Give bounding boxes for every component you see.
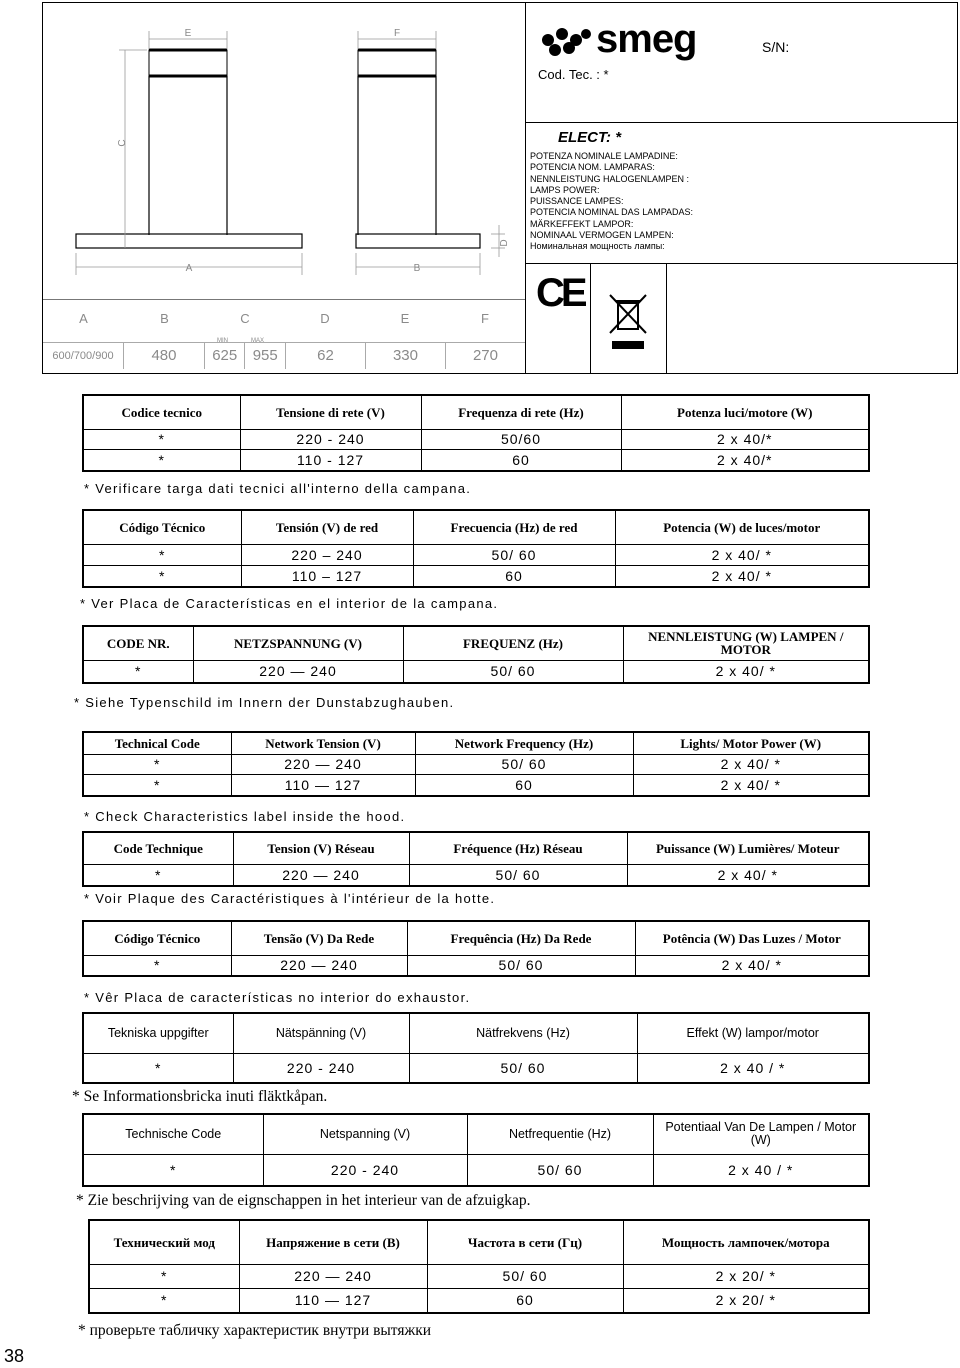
table-cell: * (83, 1053, 233, 1083)
smeg-dots-icon (540, 26, 594, 56)
table-header-cell: Мощность лампочек/мотора (623, 1220, 869, 1264)
lamp-power-label: POTENCIA NOMINAL DAS LAMPADAS: (530, 207, 694, 218)
lamp-power-label: NOMINAAL VERMOGEN LAMPEN: (530, 230, 674, 241)
table-header-cell: NETZSPANNUNG (V) (193, 626, 403, 660)
table-cell: * (83, 775, 231, 796)
spec-table-ru (88, 1219, 870, 1314)
dimension-header-row (43, 308, 525, 344)
table-cell: 110 - 127 (240, 450, 421, 471)
note-de: * Siehe Typenschild im Innern der Dunstabzughauben. (74, 695, 455, 710)
dim-label-d: D (499, 239, 510, 247)
max-label: MAX (251, 338, 265, 344)
table-cell: 220 — 240 (231, 754, 415, 775)
plate-divider (526, 122, 957, 123)
table-cell: 50/ 60 (409, 1053, 637, 1083)
brand-name: smeg (596, 17, 697, 61)
min-label: MIN (217, 338, 228, 344)
table-cell: 2 x 40 / * (637, 1053, 869, 1083)
dim-value-c-max: 955 (244, 343, 285, 369)
table-header-cell: Código Técnico (83, 921, 231, 955)
table-cell: 220 — 240 (193, 660, 403, 683)
plate-divider (590, 263, 591, 373)
table-header-row (83, 921, 869, 955)
spec-table-nl (82, 1113, 870, 1187)
table-header-cell: FREQUENZ (Hz) (403, 626, 623, 660)
dimension-table (43, 299, 525, 374)
note-en: * Check Characteristics label inside the hood. (84, 809, 406, 824)
table-header-cell: Технический мод (89, 1220, 239, 1264)
table-cell: * (89, 1264, 239, 1288)
table-header-cell: Potência (W) Das Luzes / Motor (635, 921, 869, 955)
table-header-cell: NENNLEISTUNG (W) LAMPEN / MOTOR (623, 626, 869, 660)
table-cell: 2 x 40/* (621, 429, 869, 450)
table-row (89, 1288, 869, 1313)
table-cell: 2 x 40/ * (615, 565, 869, 587)
rating-plate (526, 2, 958, 374)
hood-drawing (43, 3, 527, 299)
dim-header-a: A (79, 311, 88, 326)
table-header-cell: Código Técnico (83, 510, 241, 544)
spec-table-en (82, 731, 870, 797)
table-header-cell: Tensione di rete (V) (240, 395, 421, 429)
lamp-power-label: POTENCIA NOM. LAMPARAS: (530, 162, 655, 173)
note-it: * Verificare targa dati tecnici all'interno della campana. (84, 481, 472, 496)
table-cell: * (83, 544, 241, 565)
table-cell: 220 - 240 (240, 429, 421, 450)
spec-table-pt (82, 920, 870, 977)
table-header-cell: Codice tecnico (83, 395, 240, 429)
table-cell: 2 x 40/ * (633, 754, 869, 775)
table-header-cell: Tensión (V) de red (241, 510, 413, 544)
dim-value-e: 330 (365, 343, 445, 369)
lamp-power-label: MÄRKEFFEKT LAMPOR: (530, 218, 634, 229)
table-cell: 2 x 40 / * (653, 1154, 869, 1186)
table-cell: 50/60 (421, 429, 621, 450)
note-fr: * Voir Plaque des Caractéristiques à l'intérieur de la hotte. (84, 891, 496, 906)
table-cell: * (83, 955, 231, 976)
table-cell: * (83, 1154, 263, 1186)
table-header-cell: Technische Code (83, 1114, 263, 1154)
dim-header-f: F (481, 311, 489, 326)
table-header-cell: Nätspänning (V) (233, 1013, 409, 1053)
table-header-cell: Tension (V) Réseau (233, 832, 409, 864)
dimension-value-row (43, 342, 525, 369)
table-header-cell: Frequência (Hz) Da Rede (407, 921, 635, 955)
lamp-power-label: NENNLEISTUNG HALOGENLAMPEN : (530, 173, 690, 184)
table-row (83, 544, 869, 565)
lamp-power-label: LAMPS POWER: (530, 184, 600, 195)
table-header-cell: Potencia (W) de luces/motor (615, 510, 869, 544)
table-header-row (83, 1013, 869, 1053)
table-cell: * (89, 1288, 239, 1313)
table-header-cell: Fréquence (Hz) Réseau (409, 832, 627, 864)
note-ru: * проверьте табличку характеристик внутри вытяжки (78, 1322, 432, 1339)
note-sv: * Se Informationsbricka inuti fläktkåpan. (72, 1088, 328, 1105)
table-header-cell: Technical Code (83, 732, 231, 754)
table-header-cell: Potentiaal Van De Lampen / Motor (W) (653, 1114, 869, 1154)
dimension-drawing (42, 2, 526, 374)
table-cell: 60 (421, 450, 621, 471)
table-cell: 50/ 60 (403, 660, 623, 683)
table-row (83, 450, 869, 471)
table-cell: 110 — 127 (231, 775, 415, 796)
table-cell: 220 – 240 (241, 544, 413, 565)
table-header-row (83, 395, 869, 429)
table-row (83, 955, 869, 976)
table-cell: 60 (413, 565, 615, 587)
table-cell: 50/ 60 (427, 1264, 623, 1288)
dim-value-b: 480 (123, 343, 204, 369)
table-header-cell: Напряжение в сети (В) (239, 1220, 427, 1264)
table-header-row (83, 1114, 869, 1154)
dim-value-d: 62 (285, 343, 365, 369)
cod-tec-label: Cod. Tec. : * (538, 67, 609, 82)
table-cell: 2 x 40/ * (635, 955, 869, 976)
dim-label-f: F (393, 28, 401, 39)
page-number: 38 (4, 1346, 25, 1366)
dim-value-f: 270 (445, 343, 525, 369)
table-cell: 2 x 40/ * (615, 544, 869, 565)
table-cell: * (83, 754, 231, 775)
dim-label-b: B (413, 263, 421, 274)
table-row (83, 1154, 869, 1186)
table-header-cell: CODE NR. (83, 626, 193, 660)
table-header-cell: Puissance (W) Lumières/ Moteur (627, 832, 869, 864)
lamp-power-label: PUISSANCE LAMPES: (530, 196, 624, 207)
dim-label-c: C (117, 139, 128, 147)
weee-bin-icon (608, 293, 648, 353)
dim-value-c-min: 625 (204, 343, 245, 369)
table-row (89, 1264, 869, 1288)
table-cell: 2 x 40/ * (633, 775, 869, 796)
table-cell: 2 x 40/ * (623, 660, 869, 683)
table-cell: 50/ 60 (407, 955, 635, 976)
table-cell: 2 x 20/ * (623, 1288, 869, 1313)
note-nl: * Zie beschrijving van de eignschappen in het interieur van de afzuigkap. (76, 1192, 531, 1209)
serial-number-label: S/N: (762, 39, 790, 55)
dim-header-d: D (320, 311, 330, 326)
table-header-cell: Nätfrekvens (Hz) (409, 1013, 637, 1053)
table-header-row (83, 832, 869, 864)
table-row (83, 660, 869, 683)
spec-table-fr (82, 831, 870, 887)
table-cell: 2 x 40/* (621, 450, 869, 471)
table-cell: 220 — 240 (233, 864, 409, 886)
table-header-cell: Частота в сети (Гц) (427, 1220, 623, 1264)
table-cell: 220 - 240 (233, 1053, 409, 1083)
spec-table-de (82, 625, 870, 684)
table-cell: * (83, 450, 240, 471)
table-row (83, 565, 869, 587)
table-header-cell: Netspanning (V) (263, 1114, 467, 1154)
table-cell: 2 x 40/ * (627, 864, 869, 886)
table-cell: 220 — 240 (231, 955, 407, 976)
table-row (83, 754, 869, 775)
dim-header-b: B (160, 311, 169, 326)
note-es: * Ver Placa de Características en el interior de la campana. (80, 596, 499, 611)
table-row (83, 1053, 869, 1083)
table-header-cell: Network Frequency (Hz) (415, 732, 633, 754)
table-header-cell: Tensão (V) Da Rede (231, 921, 407, 955)
table-cell: * (83, 565, 241, 587)
table-row (83, 429, 869, 450)
lamp-power-list (530, 151, 693, 253)
table-header-cell: Lights/ Motor Power (W) (633, 732, 869, 754)
table-cell: 60 (415, 775, 633, 796)
plate-divider (666, 263, 667, 373)
note-pt: * Vêr Placa de características no interior do exhaustor. (84, 990, 471, 1005)
table-header-row (83, 510, 869, 544)
dim-header-c-label: C (240, 311, 250, 326)
table-header-cell: Effekt (W) lampor/motor (637, 1013, 869, 1053)
table-header-cell: Potenza luci/motore (W) (621, 395, 869, 429)
table-cell: 50/ 60 (413, 544, 615, 565)
table-header-cell: Tekniska uppgifter (83, 1013, 233, 1053)
table-cell: 110 – 127 (241, 565, 413, 587)
table-header-cell: Network Tension (V) (231, 732, 415, 754)
table-cell: 50/ 60 (415, 754, 633, 775)
lamp-power-label: Номинальная мощность лампы: (530, 241, 665, 252)
spec-table-it (82, 394, 870, 472)
table-header-row (83, 626, 869, 660)
dim-label-a: A (185, 263, 193, 274)
table-cell: 110 — 127 (239, 1288, 427, 1313)
dim-header-c (205, 308, 285, 344)
table-cell: * (83, 429, 240, 450)
table-cell: * (83, 864, 233, 886)
table-header-cell: Code Technique (83, 832, 233, 864)
table-header-row (89, 1220, 869, 1264)
table-cell: 220 — 240 (239, 1264, 427, 1288)
table-cell: 220 - 240 (263, 1154, 467, 1186)
table-cell: 50/ 60 (409, 864, 627, 886)
table-cell: 50/ 60 (467, 1154, 653, 1186)
table-header-row (83, 732, 869, 754)
table-cell: 2 x 20/ * (623, 1264, 869, 1288)
spec-table-es (82, 509, 870, 588)
table-row (83, 864, 869, 886)
spec-table-sv (82, 1012, 870, 1084)
table-header-cell: Netfrequentie (Hz) (467, 1114, 653, 1154)
table-cell: 60 (427, 1288, 623, 1313)
table-row (83, 775, 869, 796)
brand-logo (540, 17, 697, 62)
table-cell: * (83, 660, 193, 683)
dim-label-e: E (184, 28, 192, 39)
dim-value-a: 600/700/900 (52, 350, 114, 362)
elect-label: ELECT: * (558, 129, 622, 146)
dim-header-e: E (400, 311, 410, 326)
table-header-cell: Frecuencia (Hz) de red (413, 510, 615, 544)
table-header-cell: Frequenza di rete (Hz) (421, 395, 621, 429)
ce-mark-icon: CE (536, 271, 584, 315)
lamp-power-label: POTENZA NOMINALE LAMPADINE: (530, 151, 678, 161)
